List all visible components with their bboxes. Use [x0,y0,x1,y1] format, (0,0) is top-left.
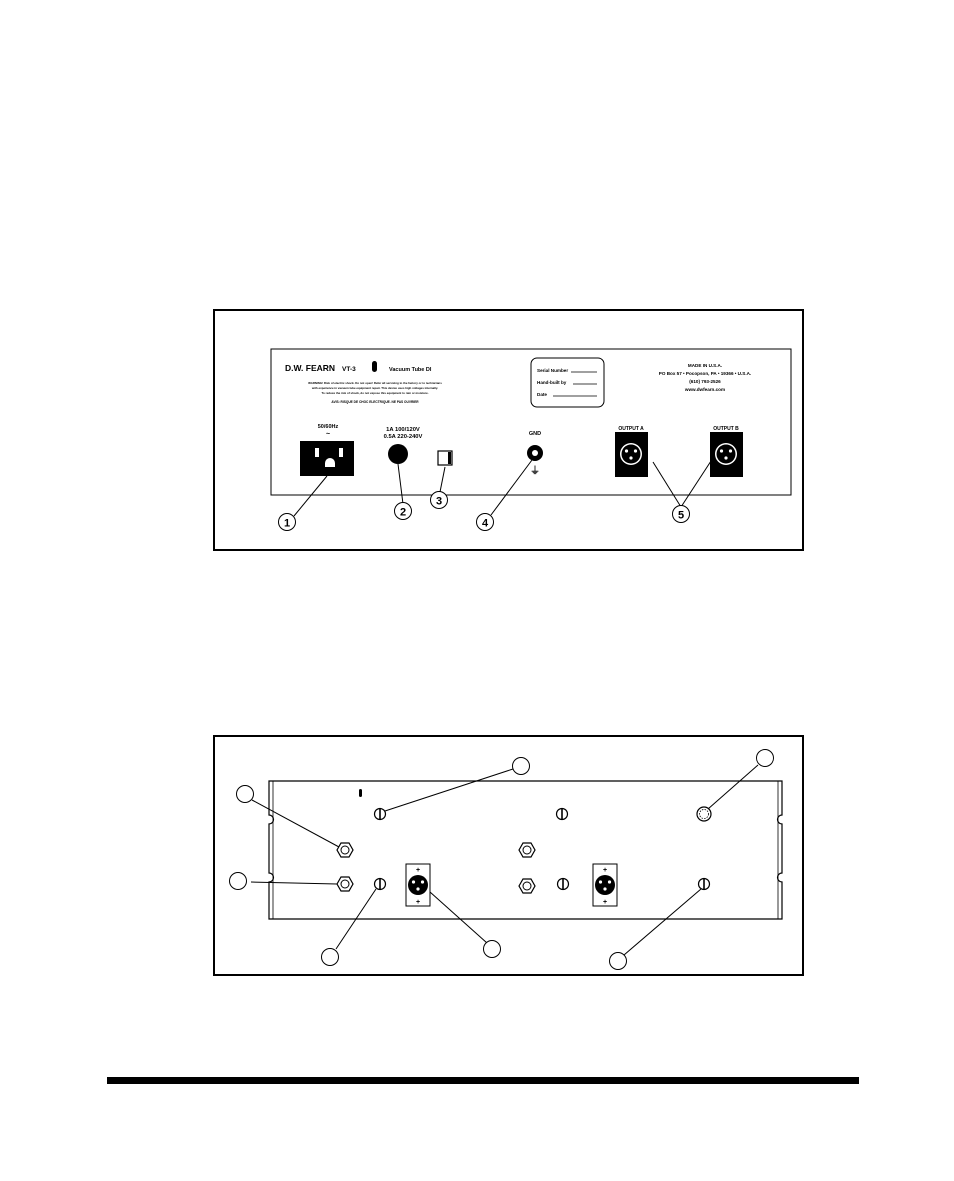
phone-text: (610) 793-2526 [689,379,721,384]
callout-2 [395,503,412,520]
blank-callout [757,750,774,767]
blank-callout [322,949,339,966]
jack-nut-icon [519,843,535,857]
blank-callout [237,786,254,803]
warning-french: AVIS: RISQUE DE CHOC ELECTRIQUE. NE PAS OUVRIER [331,400,419,404]
rear-panel-drawing [215,311,802,549]
svg-text:+: + [602,899,608,906]
screw-post-icon [558,878,569,890]
tube-marker-icon [359,789,362,797]
callout-leader-lines [251,765,758,955]
callout-2-number: 2 [399,506,407,519]
callout-5 [673,506,690,523]
output-a-label: OUTPUT A [618,426,644,432]
footer-rule [107,1077,859,1084]
svg-text:+: + [415,899,421,906]
output-b-label: OUTPUT B [713,426,739,432]
jack-nut-icon [519,879,535,893]
jack-nut-icon [337,843,353,857]
callout-3 [431,492,448,509]
screw-post-icon [375,878,386,890]
fuse-holder-icon [388,444,408,464]
output-b-xlr-icon [710,432,743,477]
fuse-rating-line-1: 1A 100/120V [386,427,420,433]
made-in-text: MADE IN U.S.A. [687,363,723,368]
date-label: Date [537,392,547,397]
callout-leader-lines [294,460,711,516]
fuse-rating-line-2: 0.5A 220-240V [383,434,423,440]
screw-post-icon [699,878,710,890]
website-text: www.dwfearn.com [684,387,726,392]
jack-nut-icon [337,877,353,891]
callout-3-number: 3 [435,495,443,508]
ac-inlet-icon [300,441,354,476]
ground-symbol-icon: ⏚ [530,466,540,477]
ground-post-icon [527,445,543,461]
output-a-xlr-icon [615,432,648,477]
callout-4-number: 4 [481,517,489,530]
callout-5-number: 5 [677,509,685,522]
blank-callout [513,758,530,775]
warning-line-1: WARNING! Risk of electric shock. Do not open! Refer all servicing to the factory or to technicians [308,381,442,385]
blank-callout [230,873,247,890]
callout-4 [477,514,494,531]
xlr-connector-icon [406,864,430,906]
gnd-label: GND [528,431,542,437]
serial-number-label: Serial Number [537,368,569,373]
chassis-drawing [215,737,802,974]
tube-icon [372,361,377,372]
power-switch-icon [438,451,452,465]
chassis-interior-figure [213,735,804,976]
ac-symbol: ~ [325,431,331,438]
xlr-connector-icon [593,864,617,906]
ac-frequency-label: 50/60Hz [317,424,339,430]
svg-text:+: + [415,867,421,874]
hand-built-label: Hand-built by [537,380,567,385]
screw-post-icon [375,808,386,820]
screw-post-icon [557,808,568,820]
svg-text:+: + [602,867,608,874]
warning-line-3: To reduce the risk of shock, do not expose this equipment to rain or moisture. [321,391,429,395]
address-text: PO Box 57 • Pocopson, PA • 19366 • U.S.A. [658,371,752,376]
rear-panel-figure [213,309,804,551]
brand-text: D.W. FEARN [285,363,336,373]
warning-line-2: with experience in vacuum tube equipment repair. This device uses high voltages internally. [311,386,439,390]
model-text: VT-3 [342,366,356,373]
product-name-text: Vacuum Tube DI [389,367,432,373]
callout-1 [279,514,296,531]
blank-callout [484,941,501,958]
tube-socket-icon [697,807,711,821]
callout-1-number: 1 [283,517,291,530]
blank-callout [610,953,627,970]
